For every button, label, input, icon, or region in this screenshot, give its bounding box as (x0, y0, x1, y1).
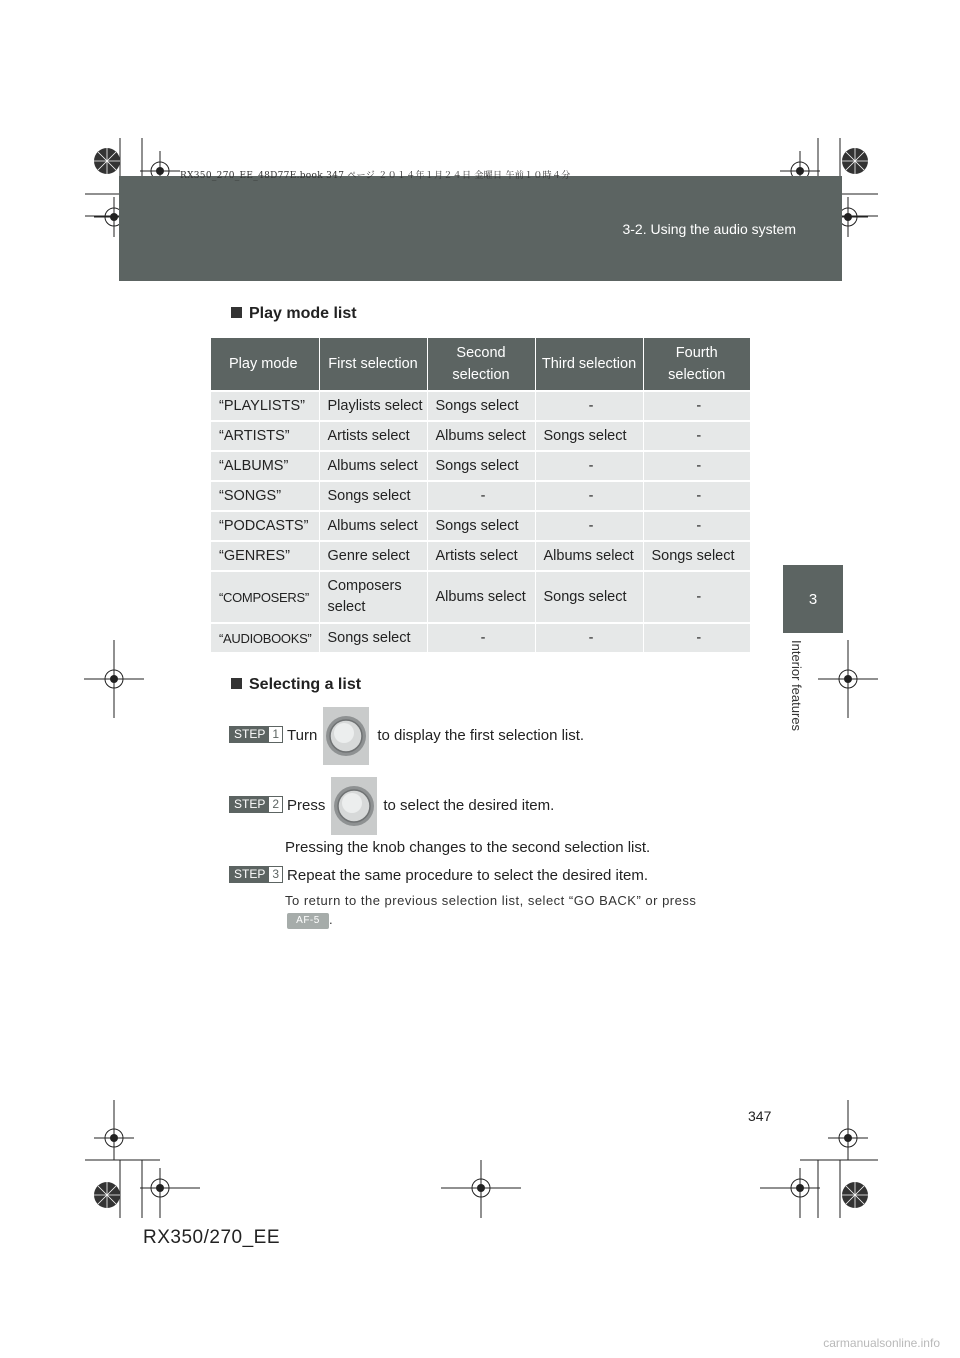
table-cell: Songs select (427, 391, 535, 421)
selecting-list-heading (231, 676, 361, 694)
watermark (0, 1336, 960, 1350)
table-cell: Albums select (535, 541, 643, 571)
column-header: Third selection (535, 338, 643, 391)
step-1-description: to display the first selection list. (377, 726, 585, 744)
play-mode-list-heading-text: Play mode list (249, 305, 357, 322)
table-cell: “GENRES” (211, 541, 319, 571)
step-badge (229, 726, 283, 743)
table-cell: - (535, 391, 643, 421)
step-number: 2 (269, 797, 282, 812)
table-cell: - (427, 623, 535, 652)
table-row (211, 571, 750, 623)
table-row (211, 541, 750, 571)
table-cell: - (427, 481, 535, 511)
column-header: Play mode (211, 338, 319, 391)
table-cell: “PODCASTS” (211, 511, 319, 541)
page-number: 347 (748, 1108, 772, 1124)
table-cell: Songs select (643, 541, 750, 571)
table-cell: Albums select (319, 511, 427, 541)
section-title: 3-2. Using the audio system (622, 221, 796, 237)
chapter-title: Interior features (789, 640, 804, 732)
table-cell: Albums select (427, 421, 535, 451)
go-back-note-button-line (287, 912, 333, 929)
table-cell: - (535, 451, 643, 481)
af-button-icon: AF-5 (287, 913, 329, 929)
table-cell: - (643, 421, 750, 451)
table-cell: Genre select (319, 541, 427, 571)
table-cell: - (535, 481, 643, 511)
table-cell: - (643, 391, 750, 421)
table-cell: Songs select (427, 511, 535, 541)
step-3-description: Repeat the same procedure to select the desired item. (287, 867, 649, 884)
step-label: STEP (230, 797, 269, 812)
table-cell: “AUDIOBOOKS” (211, 623, 319, 652)
table-cell: Songs select (319, 481, 427, 511)
step-label: STEP (230, 867, 269, 882)
tune-knob-icon (331, 777, 377, 835)
model-code: RX350/270_EE (143, 1227, 280, 1248)
table-cell: - (643, 623, 750, 652)
column-header: Second selection (427, 338, 535, 391)
table-cell: Albums select (427, 571, 535, 623)
table-cell: “ALBUMS” (211, 451, 319, 481)
table-cell: “COMPOSERS” (211, 571, 319, 623)
table-row (211, 391, 750, 421)
table-cell: - (643, 571, 750, 623)
table-cell: Albums select (319, 451, 427, 481)
step-3 (229, 866, 648, 884)
table-cell: Songs select (535, 421, 643, 451)
step-2-description: to select the desired item. (383, 796, 555, 814)
play-mode-list-heading (231, 305, 357, 323)
table-cell: “SONGS” (211, 481, 319, 511)
step-2-detail: Pressing the knob changes to the second selection list. (285, 839, 651, 856)
table-cell: Songs select (319, 623, 427, 652)
table-row (211, 481, 750, 511)
column-header: Fourth selection (643, 338, 750, 391)
step-badge (229, 796, 283, 813)
note-end: . (329, 912, 334, 927)
table-header-row (211, 338, 750, 391)
tune-knob-icon (323, 707, 369, 765)
table-cell: Songs select (427, 451, 535, 481)
print-info: RX350_270_EE_48D77E.book 347 ページ ２０１４年１月２４日 金曜日 午前１０時４分 (180, 171, 571, 181)
table-row (211, 623, 750, 652)
table-cell: Composers select (319, 571, 427, 623)
table-cell: “PLAYLISTS” (211, 391, 319, 421)
table-row (211, 421, 750, 451)
step-badge (229, 866, 283, 883)
table-cell: - (643, 511, 750, 541)
table-cell: - (535, 511, 643, 541)
table-cell: “ARTISTS” (211, 421, 319, 451)
table-cell: Artists select (427, 541, 535, 571)
table-row (211, 511, 750, 541)
step-number: 3 (269, 867, 282, 882)
table-cell: - (643, 451, 750, 481)
table-cell: Songs select (535, 571, 643, 623)
chapter-number: 3 (808, 590, 818, 608)
column-header: First selection (319, 338, 427, 391)
table-row (211, 451, 750, 481)
square-bullet-icon (231, 678, 242, 689)
step-label: STEP (230, 727, 269, 742)
step-2-verb: Press (287, 796, 326, 814)
play-mode-table (211, 338, 750, 652)
selecting-list-heading-text: Selecting a list (249, 676, 362, 693)
table-cell: Artists select (319, 421, 427, 451)
square-bullet-icon (231, 307, 242, 318)
go-back-note: To return to the previous selection list, select “GO BACK” or press (285, 893, 697, 908)
step-2 (229, 777, 554, 835)
chapter-tab (783, 565, 843, 633)
watermark-text: carmanualsonline.info (823, 1336, 940, 1350)
step-1-verb: Turn (287, 726, 318, 744)
step-1 (229, 707, 584, 765)
table-cell: - (643, 481, 750, 511)
table-cell: - (535, 623, 643, 652)
step-number: 1 (269, 727, 282, 742)
table-cell: Playlists select (319, 391, 427, 421)
